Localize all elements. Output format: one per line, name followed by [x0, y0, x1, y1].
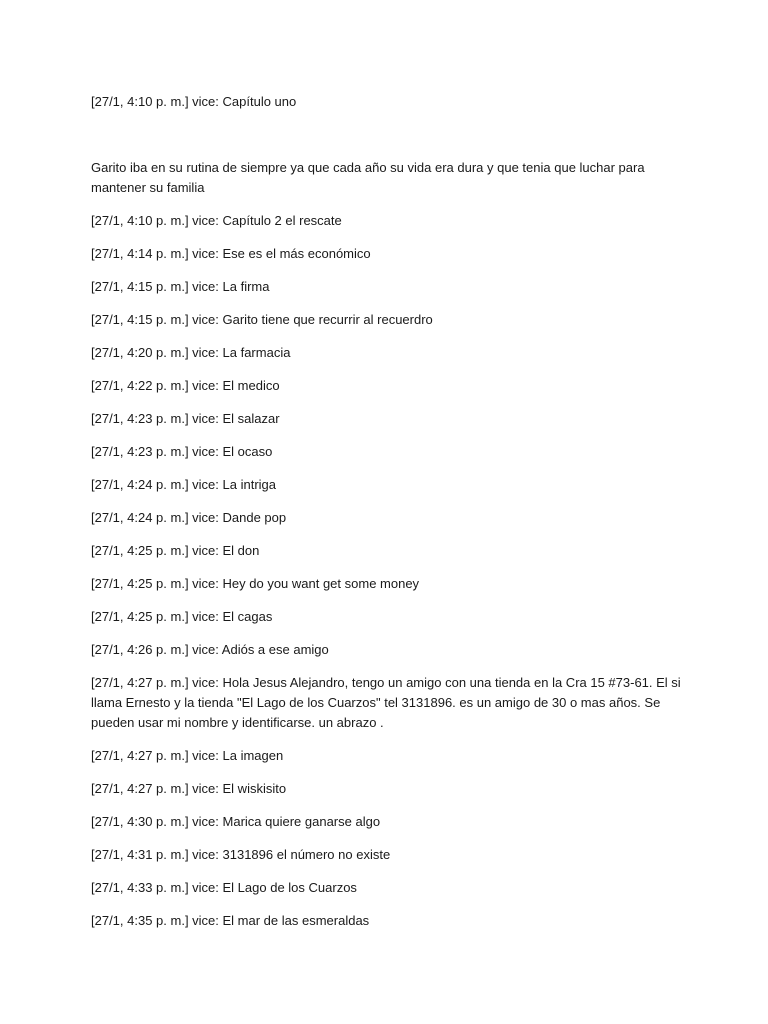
- chat-line: [27/1, 4:23 p. m.] vice: El salazar: [91, 411, 280, 426]
- chat-line: [27/1, 4:25 p. m.] vice: El don: [91, 543, 260, 558]
- chat-line: [27/1, 4:31 p. m.] vice: 3131896 el número no existe: [91, 847, 391, 862]
- chat-line: [27/1, 4:10 p. m.] vice: Capítulo 2 el rescate: [91, 213, 342, 228]
- chat-line: [27/1, 4:27 p. m.] vice: La imagen: [91, 748, 284, 763]
- chat-line: [27/1, 4:25 p. m.] vice: El cagas: [91, 609, 273, 624]
- chat-line: [27/1, 4:30 p. m.] vice: Marica quiere ganarse algo: [91, 814, 381, 829]
- chat-line: [27/1, 4:33 p. m.] vice: El Lago de los Cuarzos: [91, 880, 357, 895]
- paragraph-intro: Garito iba en su rutina de siempre ya que cada año su vida era dura y que tenia que luchar para mantener su familia: [91, 160, 645, 195]
- chat-line: [27/1, 4:25 p. m.] vice: Hey do you want get some money: [91, 576, 420, 591]
- chat-line: [27/1, 4:27 p. m.] vice: El wiskisito: [91, 781, 287, 796]
- chat-line: [27/1, 4:24 p. m.] vice: La intriga: [91, 477, 276, 492]
- chat-line: [27/1, 4:14 p. m.] vice: Ese es el más económico: [91, 246, 371, 261]
- chat-line: [27/1, 4:23 p. m.] vice: El ocaso: [91, 444, 273, 459]
- chat-line: [27/1, 4:15 p. m.] vice: La firma: [91, 279, 270, 294]
- chat-line: [27/1, 4:35 p. m.] vice: El mar de las esmeraldas: [91, 913, 370, 928]
- chat-line: [27/1, 4:20 p. m.] vice: La farmacia: [91, 345, 291, 360]
- paragraph-chapter-title: [27/1, 4:10 p. m.] vice: Capítulo uno: [91, 94, 297, 109]
- chat-line: [27/1, 4:22 p. m.] vice: El medico: [91, 378, 280, 393]
- document-body: [91, 92, 691, 944]
- chat-line-long: [27/1, 4:27 p. m.] vice: Hola Jesus Alejandro, tengo un amigo con una tienda en la Cra 15 #73-61. El si llama Ernesto y la tienda "El Lago de los Cuarzos" tel 3131896. es un amigo de 30 o mas años. Se pueden usar mi nombre y identificarse. un abrazo .: [91, 675, 681, 730]
- chat-line: [27/1, 4:15 p. m.] vice: Garito tiene que recurrir al recuerdro: [91, 312, 433, 327]
- chat-line: [27/1, 4:26 p. m.] vice: Adiós a ese amigo: [91, 642, 329, 657]
- chat-line: [27/1, 4:24 p. m.] vice: Dande pop: [91, 510, 287, 525]
